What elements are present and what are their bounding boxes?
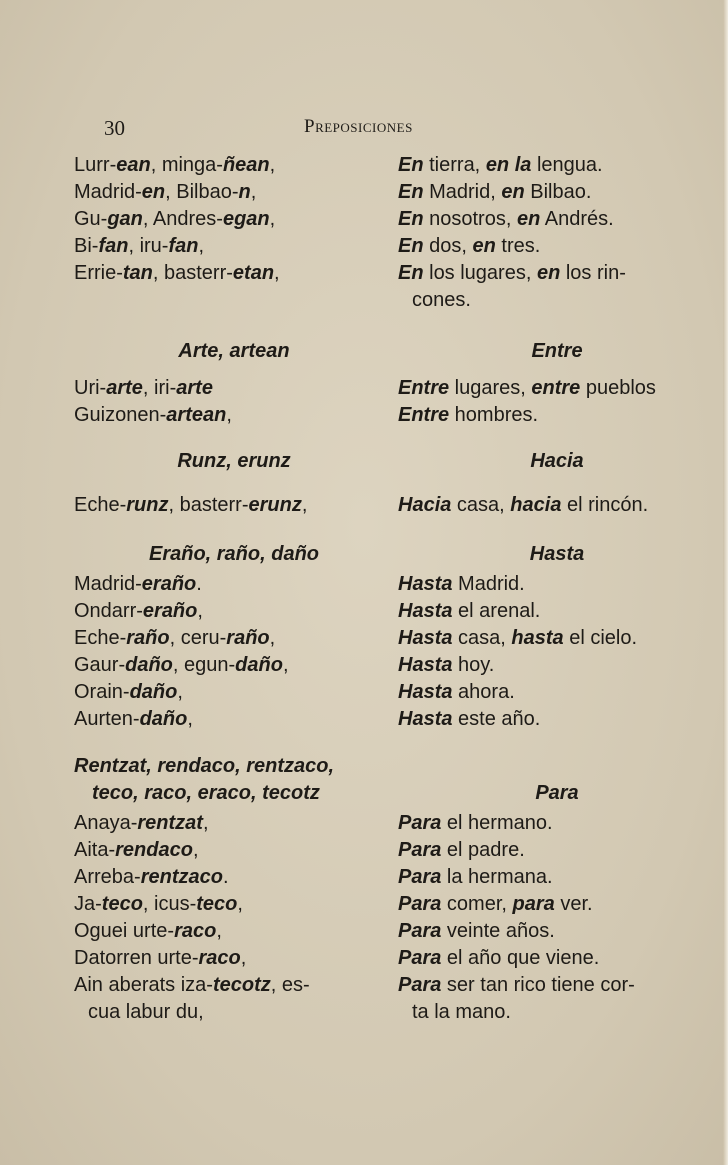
- right-line: En los lugares, en los rin-: [398, 262, 626, 284]
- left-line: Ondarr-eraño,: [74, 600, 203, 622]
- left-line: Datorren urte-raco,: [74, 947, 247, 969]
- section-heading-hacia: Hacia: [530, 450, 584, 472]
- right-line: Hasta casa, hasta el cielo.: [398, 627, 638, 649]
- right-line: Para veinte años.: [398, 920, 555, 942]
- left-line: Arreba-rentzaco.: [74, 866, 229, 888]
- right-line: Hasta ahora.: [398, 681, 515, 703]
- section-heading-hasta: Hasta: [529, 543, 585, 565]
- section-heading-arte: Arte, artean: [178, 340, 290, 362]
- right-line: Hasta este año.: [398, 708, 541, 730]
- left-line: Madrid-eraño.: [74, 573, 202, 595]
- page-edge: [723, 0, 728, 1165]
- left-line: Gaur-daño, egun-daño,: [74, 654, 289, 676]
- right-line: En Madrid, en Bilbao.: [398, 181, 592, 203]
- left-line: Gu-gan, Andres-egan,: [74, 208, 276, 230]
- right-line: Hasta Madrid.: [398, 573, 525, 595]
- left-line-continuation: cua labur du,: [88, 1001, 204, 1023]
- right-line: Hasta hoy.: [398, 654, 495, 676]
- right-line-continuation: ta la mano.: [412, 1001, 511, 1023]
- section-heading-runz: Runz, erunz: [177, 450, 291, 472]
- left-line: Uri-arte, iri-arte: [74, 377, 213, 399]
- left-line: Errie-tan, basterr-etan,: [74, 262, 280, 284]
- left-line: Madrid-en, Bilbao-n,: [74, 181, 257, 203]
- right-line: Para comer, para ver.: [398, 893, 593, 915]
- right-line: Hasta el arenal.: [398, 600, 541, 622]
- right-line: Para ser tan rico tiene cor-: [398, 974, 635, 996]
- left-line: Ain aberats iza-tecotz, es-: [74, 974, 310, 996]
- left-line: Oguei urte-raco,: [74, 920, 222, 942]
- left-column: [74, 152, 394, 1026]
- left-line: Eche-raño, ceru-raño,: [74, 627, 276, 649]
- right-line: Entre hombres.: [398, 404, 539, 426]
- left-line: Aurten-daño,: [74, 708, 193, 730]
- section-heading-rentzat-cont: teco, raco, eraco, tecotz: [92, 782, 320, 804]
- right-line: Para la hermana.: [398, 866, 553, 888]
- right-line: En nosotros, en Andrés.: [398, 208, 614, 230]
- left-line: Ja-teco, icus-teco,: [74, 893, 243, 915]
- right-line: Para el año que viene.: [398, 947, 600, 969]
- section-heading-para: Para: [535, 782, 579, 804]
- page-number: 30: [104, 116, 125, 140]
- left-section-1: [74, 152, 394, 287]
- right-line: Hacia casa, hacia el rincón.: [398, 494, 649, 516]
- section-heading-erano: Eraño, raño, daño: [148, 543, 320, 565]
- section-heading-rentzat: Rentzat, rendaco, rentzaco,: [74, 755, 335, 777]
- page-header: [0, 116, 728, 144]
- left-line: Aita-rendaco,: [74, 839, 199, 861]
- running-title: Preposiciones: [304, 116, 413, 137]
- left-line: Guizonen-artean,: [74, 404, 232, 426]
- left-line: Orain-daño,: [74, 681, 183, 703]
- right-line: En tierra, en la lengua.: [398, 154, 603, 176]
- right-line-continuation: cones.: [412, 289, 471, 311]
- right-line: En dos, en tres.: [398, 235, 541, 257]
- right-column: [398, 152, 716, 1026]
- right-line: Entre lugares, entre pueblos: [398, 377, 656, 399]
- left-line: Eche-runz, basterr-erunz,: [74, 494, 308, 516]
- left-line: Lurr-ean, minga-ñean,: [74, 154, 276, 176]
- section-heading-entre: Entre: [531, 340, 583, 362]
- left-line: Bi-fan, iru-fan,: [74, 235, 205, 257]
- right-line: Para el padre.: [398, 839, 525, 861]
- left-line: Anaya-rentzat,: [74, 812, 209, 834]
- right-line: Para el hermano.: [398, 812, 553, 834]
